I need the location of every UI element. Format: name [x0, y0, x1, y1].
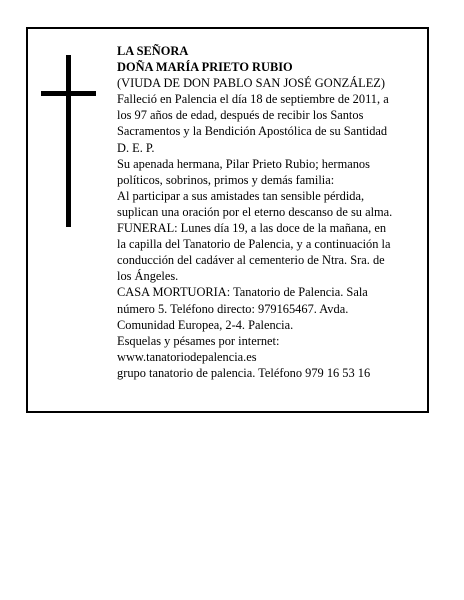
- cross-horizontal-bar: [41, 91, 96, 96]
- funeral-line-1: FUNERAL: Lunes día 19, a las doce de la mañana, en: [117, 221, 387, 236]
- rip-line: D. E. P.: [117, 140, 155, 155]
- death-line-3: Sacramentos y la Bendición Apostólica de su Santidad: [117, 124, 388, 139]
- family-line-1: Su apenada hermana, Pilar Prieto Rubio; hermanos: [117, 156, 370, 171]
- notice-text: [117, 43, 421, 381]
- family-line-2: políticos, sobrinos, primos y demás familia:: [117, 172, 335, 187]
- website-text: www.tanatoriodepalencia.es: [117, 349, 257, 364]
- deceased-name: DOÑA MARÍA PRIETO RUBIO: [117, 60, 293, 75]
- funeral-line-3: conducción del cadáver al cementerio de Ntra. Sra. de: [117, 253, 385, 268]
- contact-line: grupo tanatorio de palencia. Teléfono 979 16 53 16: [117, 365, 371, 380]
- internet-line-1: Esquelas y pésames por internet:: [117, 333, 280, 348]
- cross-vertical-bar: [66, 55, 71, 227]
- funeral-line-2: la capilla del Tanatorio de Palencia, y a continuación la: [117, 237, 391, 252]
- funeral-line-4: los Ángeles.: [117, 269, 179, 284]
- notice-title: LA SEÑORA: [117, 44, 189, 58]
- prayer-line-2: suplican una oración por el eterno descanso de su alma.: [117, 204, 393, 219]
- death-line-1: Falleció en Palencia el día 18 de septiembre de 2011, a: [117, 92, 389, 107]
- mortuary-line-2: número 5. Teléfono directo: 979165467. Avda.: [117, 301, 349, 316]
- mortuary-line-1: CASA MORTUORIA: Tanatorio de Palencia. Sala: [117, 285, 368, 300]
- prayer-line-1: Al participar a sus amistades tan sensible pérdida,: [117, 188, 365, 203]
- death-line-2: los 97 años de edad, después de recibir los Santos: [117, 108, 364, 123]
- widow-of: (VIUDA DE DON PABLO SAN JOSÉ GONZÁLEZ): [117, 76, 386, 91]
- obituary-notice: [26, 27, 429, 413]
- mortuary-line-3: Comunidad Europea, 2-4. Palencia.: [117, 317, 294, 332]
